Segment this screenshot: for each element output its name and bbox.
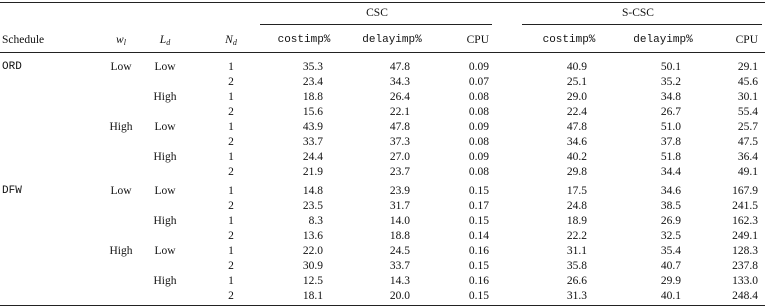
cell-csc-cpu: 0.17 [468,200,489,212]
cell-scsc-delayimp: 40.1 [660,290,681,302]
cell-nd: 1 [228,185,234,197]
cell-scsc-delayimp: 40.7 [660,260,681,272]
cell-csc-costimp: 14.8 [302,185,323,197]
cell-scsc-costimp: 18.9 [566,215,587,227]
col-header-scsc-delayimp: delayimp% [633,34,693,46]
cell-scsc-delayimp: 51.0 [660,121,681,133]
cell-nd: 1 [228,61,234,73]
cell-scsc-costimp: 31.1 [566,245,587,257]
col-header-csc-cpu: CPU [466,34,489,46]
cell-scsc-cpu: 49.1 [737,166,758,178]
col-header-schedule: Schedule [2,34,45,46]
cell-csc-cpu: 0.15 [468,215,489,227]
cell-ld: High [153,275,177,287]
cell-scsc-cpu: 36.4 [737,151,758,163]
col-header-csc-costimp: costimp% [277,34,331,46]
cell-scsc-cpu: 45.6 [737,76,758,88]
bottom-rule [0,305,765,306]
cell-scsc-cpu: 248.4 [732,290,758,302]
cell-nd: 1 [228,215,234,227]
cell-csc-costimp: 22.0 [302,245,323,257]
cell-scsc-delayimp: 35.4 [660,245,681,257]
cell-ld: Low [154,61,176,73]
cell-nd: 2 [228,166,234,178]
cell-csc-cpu: 0.16 [468,245,489,257]
cell-csc-delayimp: 26.4 [389,91,410,103]
cell-csc-delayimp: 47.8 [389,61,410,73]
cell-csc-cpu: 0.08 [468,91,489,103]
cell-scsc-cpu: 29.1 [737,61,758,73]
cell-scsc-delayimp: 26.9 [660,215,681,227]
cell-schedule: DFW [2,185,22,197]
cell-scsc-costimp: 29.8 [566,166,587,178]
cell-ld: High [153,151,177,163]
cell-nd: 1 [228,275,234,287]
cell-csc-costimp: 8.3 [308,215,323,227]
cell-scsc-cpu: 237.8 [732,260,758,272]
group-header-csc: CSC [366,7,388,19]
cell-scsc-cpu: 47.5 [737,136,758,148]
cell-scsc-cpu: 241.5 [732,200,758,212]
cell-csc-cpu: 0.14 [468,230,489,242]
cell-scsc-delayimp: 38.5 [660,200,681,212]
cell-nd: 1 [228,91,234,103]
cell-csc-delayimp: 31.7 [389,200,410,212]
cell-scsc-delayimp: 34.8 [660,91,681,103]
cell-wl: Low [110,185,132,197]
cell-csc-costimp: 30.9 [302,260,323,272]
cell-csc-cpu: 0.09 [468,151,489,163]
cell-csc-delayimp: 33.7 [389,260,410,272]
cell-ld: High [153,215,177,227]
cell-csc-cpu: 0.08 [468,106,489,118]
cell-nd: 2 [228,230,234,242]
cell-scsc-costimp: 25.1 [566,76,587,88]
cell-csc-delayimp: 14.3 [389,275,410,287]
cell-csc-delayimp: 14.0 [389,215,410,227]
cell-csc-cpu: 0.15 [468,260,489,272]
cell-scsc-delayimp: 34.4 [660,166,681,178]
cell-scsc-delayimp: 32.5 [660,230,681,242]
group-header-scsc: S-CSC [622,7,654,19]
cell-scsc-delayimp: 34.6 [660,185,681,197]
cell-scsc-cpu: 133.0 [732,275,758,287]
col-header-scsc-cpu: CPU [735,34,758,46]
cell-csc-delayimp: 22.1 [389,106,410,118]
cell-nd: 2 [228,200,234,212]
cell-csc-delayimp: 47.8 [389,121,410,133]
cell-csc-delayimp: 34.3 [389,76,410,88]
cell-ld: Low [154,121,176,133]
cell-scsc-delayimp: 50.1 [660,61,681,73]
cell-scsc-cpu: 162.3 [732,215,758,227]
cell-csc-delayimp: 23.9 [389,185,410,197]
col-header-nd: $N_d$ [225,34,237,47]
cell-nd: 2 [228,260,234,272]
cell-scsc-delayimp: 35.2 [660,76,681,88]
cell-nd: 1 [228,121,234,133]
cell-csc-delayimp: 20.0 [389,290,410,302]
cell-scsc-cpu: 55.4 [737,106,758,118]
cell-csc-costimp: 18.8 [302,91,323,103]
cell-csc-costimp: 21.9 [302,166,323,178]
cell-scsc-costimp: 29.0 [566,91,587,103]
cell-nd: 2 [228,136,234,148]
cell-nd: 2 [228,76,234,88]
cell-wl: High [109,245,133,257]
cell-csc-costimp: 12.5 [302,275,323,287]
cell-csc-costimp: 18.1 [302,290,323,302]
cell-scsc-costimp: 31.3 [566,290,587,302]
cell-csc-cpu: 0.09 [468,121,489,133]
cell-scsc-cpu: 30.1 [737,91,758,103]
cell-csc-delayimp: 37.3 [389,136,410,148]
cell-csc-costimp: 15.6 [302,106,323,118]
cell-scsc-costimp: 35.8 [566,260,587,272]
cell-csc-cpu: 0.16 [468,275,489,287]
cell-csc-costimp: 33.7 [302,136,323,148]
cell-nd: 2 [228,106,234,118]
cell-csc-cpu: 0.15 [468,290,489,302]
cell-csc-delayimp: 24.5 [389,245,410,257]
cell-scsc-delayimp: 29.9 [660,275,681,287]
cell-ld: High [153,91,177,103]
cell-scsc-delayimp: 51.8 [660,151,681,163]
cell-ld: Low [154,245,176,257]
cell-scsc-costimp: 22.4 [566,106,587,118]
cell-wl: Low [110,61,132,73]
cell-csc-cpu: 0.15 [468,185,489,197]
cell-wl: High [109,121,133,133]
top-rule [0,2,765,3]
cell-csc-costimp: 35.3 [302,61,323,73]
cell-scsc-cpu: 167.9 [732,185,758,197]
cell-schedule: ORD [2,61,22,73]
cell-scsc-cpu: 249.1 [732,230,758,242]
col-header-csc-delayimp: delayimp% [362,34,422,46]
cell-scsc-costimp: 40.2 [566,151,587,163]
cell-csc-cpu: 0.08 [468,136,489,148]
cell-scsc-costimp: 40.9 [566,61,587,73]
cell-scsc-delayimp: 26.7 [660,106,681,118]
cell-csc-cpu: 0.08 [468,166,489,178]
cell-scsc-delayimp: 37.8 [660,136,681,148]
header-rule [0,52,765,53]
cell-scsc-costimp: 22.2 [566,230,587,242]
col-header-scsc-costimp: costimp% [542,34,596,46]
cell-csc-delayimp: 27.0 [389,151,410,163]
scsc-group-rule [522,24,762,25]
cell-csc-delayimp: 18.8 [389,230,410,242]
cell-scsc-costimp: 47.8 [566,121,587,133]
cell-scsc-costimp: 34.6 [566,136,587,148]
cell-scsc-cpu: 128.3 [732,245,758,257]
cell-scsc-costimp: 17.5 [566,185,587,197]
cell-nd: 1 [228,245,234,257]
cell-scsc-costimp: 24.8 [566,200,587,212]
cell-scsc-cpu: 25.7 [737,121,758,133]
cell-csc-costimp: 24.4 [302,151,323,163]
cell-nd: 1 [228,151,234,163]
cell-scsc-costimp: 26.6 [566,275,587,287]
cell-csc-cpu: 0.07 [468,76,489,88]
cell-csc-cpu: 0.09 [468,61,489,73]
cell-csc-costimp: 43.9 [302,121,323,133]
csc-group-rule [260,24,492,25]
cell-csc-delayimp: 23.7 [389,166,410,178]
cell-csc-costimp: 23.4 [302,76,323,88]
cell-nd: 2 [228,290,234,302]
cell-ld: Low [154,185,176,197]
cell-csc-costimp: 23.5 [302,200,323,212]
col-header-wl: $w_l$ [116,34,126,47]
cell-csc-costimp: 13.6 [302,230,323,242]
col-header-ld: $L_d$ [159,34,171,47]
